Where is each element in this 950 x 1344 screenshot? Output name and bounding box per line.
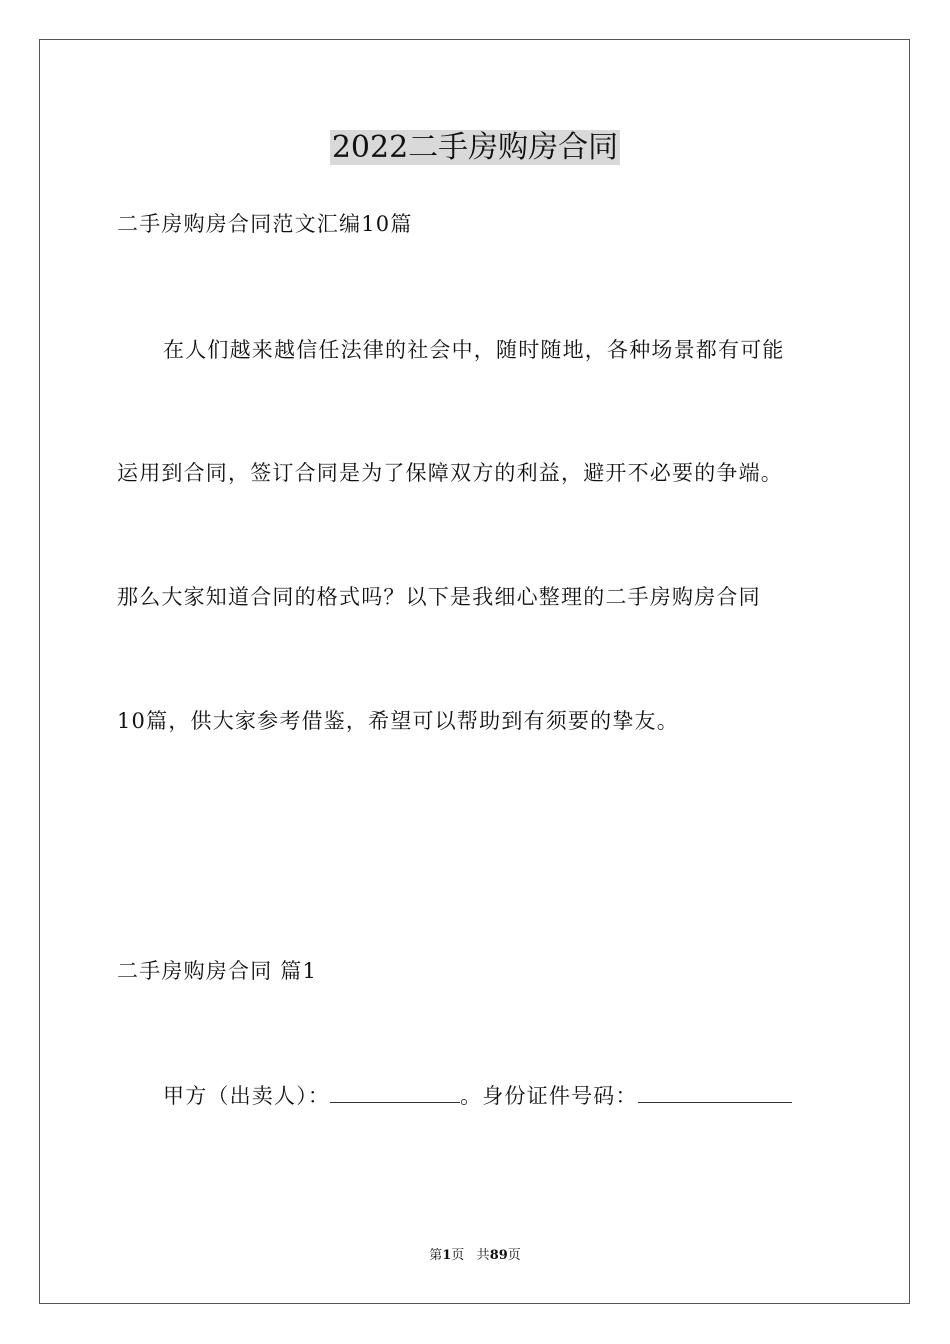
- intro-line-4: 10篇，供大家参考借鉴，希望可以帮助到有须要的挚友。: [117, 709, 679, 733]
- page-footer: [0, 1247, 950, 1265]
- party-a-name-blank: [330, 1080, 460, 1103]
- document-title: [0, 128, 950, 168]
- footer-page-number: 1: [442, 1248, 452, 1263]
- footer-page-suffix: 页: [451, 1248, 465, 1263]
- document-subtitle: 二手房购房合同范文汇编10篇: [117, 212, 413, 236]
- footer-total-pages: 89: [489, 1248, 508, 1263]
- intro-line-1: 在人们越来越信任法律的社会中，随时随地，各种场景都有可能: [163, 338, 785, 362]
- footer-total-suffix: 页: [507, 1248, 521, 1263]
- section-heading: 二手房购房合同 篇1: [117, 959, 318, 983]
- footer-page-prefix: 第: [429, 1248, 443, 1263]
- intro-line-3: 那么大家知道合同的格式吗？以下是我细心整理的二手房购房合同: [117, 585, 761, 609]
- footer-total-prefix: 共: [476, 1248, 490, 1263]
- party-a-label: 甲方（出卖人）：: [163, 1084, 331, 1108]
- id-number-blank: [638, 1080, 792, 1103]
- id-label: 。身份证件号码：: [460, 1084, 638, 1108]
- intro-line-2: 运用到合同，签订合同是为了保障双方的利益，避开不必要的争端。: [117, 461, 783, 485]
- party-a-line: [163, 1080, 792, 1111]
- document-title-text: 2022二手房购房合同: [331, 130, 619, 165]
